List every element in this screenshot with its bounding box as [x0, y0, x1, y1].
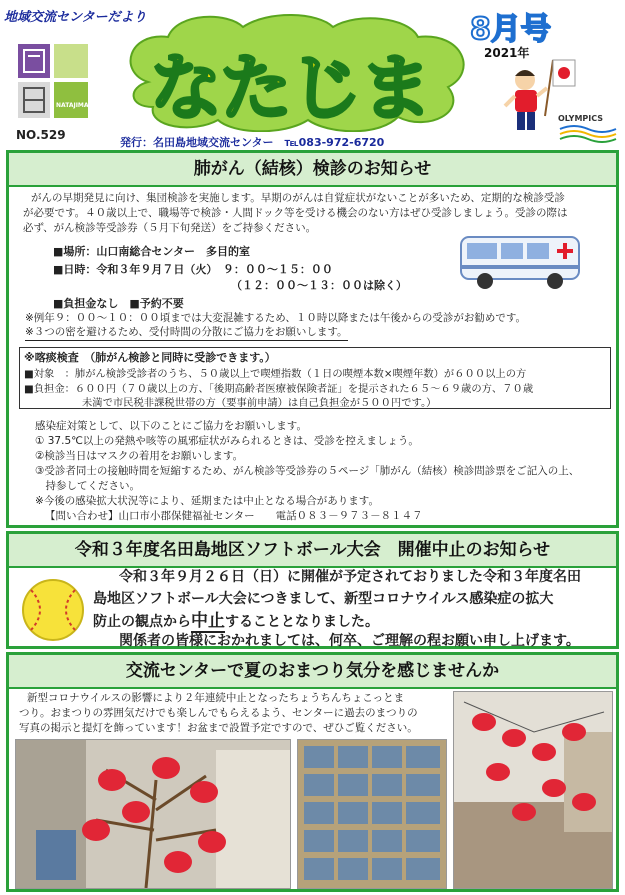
softball-cancel-section	[6, 531, 619, 649]
covid-line-5: 持参してください。	[35, 480, 140, 492]
olympics-label: OLYMPICS	[558, 114, 604, 123]
screening-place: ■場所：山口南総合センター 多目的室	[53, 245, 250, 258]
intro-line-1: がんの早期発見に向け、集団検診を実施します。早期のがんは自覚症状がないことが多いため、定期的な検診受診	[31, 192, 565, 204]
section-title: 交流センターで夏のおまつり気分を感じませんか	[9, 655, 616, 689]
softball-icon	[19, 576, 87, 644]
contact-line: 【問い合わせ】山口市小郡保健福祉センター 電話０８３－９７３－８１４７	[45, 510, 423, 522]
natajima-logo	[14, 40, 92, 122]
note-distribution: ※３つの密を避けるため、受付時間の分散にご協力をお願いします。	[25, 325, 348, 341]
hallway-lantern-photo	[453, 691, 613, 889]
sputum-target: ■対象 ：肺がん検診受診者のうち、５０歳以上で喫煙指数（１日の喫煙本数×喫煙年数）が６００以上の方	[24, 368, 527, 380]
series-title: 地域交流センターだより	[4, 10, 147, 25]
cancel-emphasis: 中止	[191, 611, 225, 631]
softball-line-3: 防止の観点から中止することとなりました。	[93, 611, 379, 631]
logo-text: NATAJIMA	[56, 102, 89, 109]
intro-line-2: が必要です。４０歳以上で、職場等で検診・人間ドック等を受ける機会のない方はぜひ受診しましょう。受診の際は	[23, 207, 568, 219]
softball-line-2: 島地区ソフトボール大会につきまして、新型コロナウイルス感染症の拡大	[93, 591, 554, 607]
covid-line-3: ②検診当日はマスクの着用をお願いします。	[35, 450, 244, 462]
note-timing: ※例年９：００～１０：００頃までは大変混雑するため、１０時以降または午後からの受診がお勧めです。	[25, 312, 527, 324]
publisher-line: 発行：名田島地域交流センター ℡083-972-6720	[120, 136, 385, 149]
summer-festival-section	[6, 652, 619, 892]
sputum-fee-line-1: ■負担金：６００円（７０歳以上の方、「後期高齢者医療被保険者証」を提示された６５～６９歳の方、７０歳	[24, 383, 534, 395]
covid-line-1: 感染症対策として、以下のことにご協力をお願いします。	[35, 420, 307, 432]
softball-line-1: 令和３年９月２６日（日）に開催が予定されておりました令和３年度名田	[119, 569, 581, 585]
issue-number: NO.529	[16, 128, 66, 142]
festival-line-1: 新型コロナウイルスの影響により２年連続中止となったちょうちんちょこっとま	[27, 692, 405, 704]
section-title: 肺がん（結核）検診のお知らせ	[9, 153, 616, 187]
main-title: なたじま	[150, 46, 431, 130]
section-title: 令和３年度名田島地区ソフトボール大会 開催中止のお知らせ	[9, 534, 616, 568]
issue-month: 8月号	[470, 12, 551, 47]
sputum-title: ※喀痰検査 （肺がん検診と同時に受診できます。）	[24, 351, 276, 364]
softball-line-4: 関係者の皆様におかれましては、何卒、ご理解の程お願い申し上げます。	[119, 633, 580, 649]
bus-illustration	[457, 229, 587, 291]
covid-line-2: ① 37.5℃以上の発熱や咳等の風邪症状がみられるときは、受診を控えましょう。	[35, 435, 419, 447]
intro-line-3: 必ず、がん検診等受診券（５月下旬発送）をご持参ください。	[23, 222, 317, 234]
issue-year: 2021年	[484, 46, 530, 60]
festival-line-2: つり。おまつりの雰囲気だけでも楽しんでもらえるよう、センターに過去のまつりの	[19, 707, 418, 719]
screening-date-note: （１２：００～１３：００は除く）	[231, 279, 407, 292]
screening-fee: ■負担金なし ■予約不要	[53, 297, 184, 310]
covid-line-4: ③受診者同士の接触時間を短縮するため、がん検診等受診券の５ページ「肺がん（結核）検診問診票をご記入の上、	[35, 465, 580, 477]
screening-date: ■日時：令和３年９月７日（火） ９：００～１５：００	[53, 263, 333, 276]
covid-line-6: ※今後の感染拡大状況等により、延期または中止となる場合があります。	[35, 495, 379, 507]
olympics-emblem	[558, 114, 618, 148]
sputum-fee-line-2: 未満で市民税非課税世帯の方（要事前申請）は自己負担金が５００円です。）	[82, 397, 437, 409]
sputum-exam-box	[19, 347, 611, 409]
lantern-tree-photo	[15, 739, 291, 889]
photo-board	[297, 739, 447, 889]
festival-line-3: 写真の掲示と提灯を飾っています！お盆まで設置予定ですので、ぜひご覧ください。	[19, 722, 418, 734]
lung-cancer-screening-section	[6, 150, 619, 528]
